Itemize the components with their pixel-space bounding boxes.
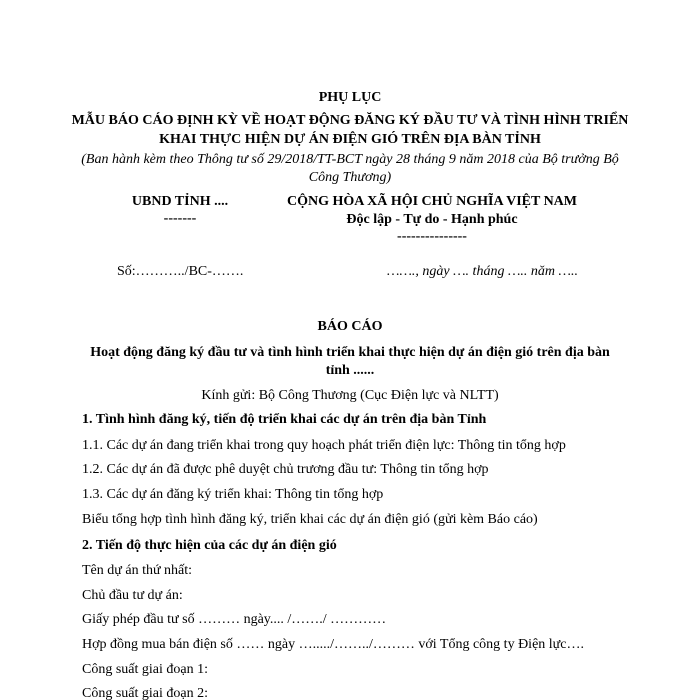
appendix-title: PHỤ LỤC: [318, 90, 382, 105]
item-1-1: 1.1. Các dự án đang triển khai trong quy hoạch phát triển điện lực: Thông tin tổng hợp: [82, 438, 566, 453]
issuance-note-line-2: Công Thương): [308, 170, 392, 185]
form-title-line-2: KHAI THỰC HIỆN DỰ ÁN ĐIỆN GIÓ TRÊN ĐỊA BÀN TỈNH: [159, 132, 541, 147]
project-name-field: Tên dự án thứ nhất:: [82, 563, 193, 578]
item-1-3: 1.3. Các dự án đăng ký triển khai: Thông tin tổng hợp: [82, 487, 384, 502]
motto-underline: ---------------: [397, 229, 467, 244]
document-number: Số:………../BC-…….: [117, 264, 244, 279]
issuance-note-line-1: (Ban hành kèm theo Thông tư số 29/2018/TT-BCT ngày 28 tháng 9 năm 2018 của Bộ trưởng Bộ: [81, 152, 619, 167]
investor-field: Chủ đầu tư dự án:: [82, 588, 183, 603]
place-and-date: ……., ngày …. tháng ….. năm …..: [387, 264, 578, 279]
agency-underline: -------: [163, 211, 197, 226]
report-title: BÁO CÁO: [317, 319, 383, 334]
agency-name: UBND TỈNH ....: [131, 194, 229, 209]
investment-license-field: Giấy phép đầu tư số ……… ngày.... /……./ …………: [82, 612, 387, 627]
item-1-2: 1.2. Các dự án đã được phê duyệt chủ trương đầu tư: Thông tin tổng hợp: [82, 462, 489, 477]
power-contract-field: Hợp đồng mua bán điện số …… ngày …...../……../……… với Tổng công ty Điện lực….: [82, 637, 584, 652]
report-recipient: Kính gửi: Bộ Công Thương (Cục Điện lực và NLTT): [201, 388, 499, 403]
capacity-phase-2-field: Công suất giai đoạn 2:: [82, 686, 208, 700]
section-1-heading: 1. Tình hình đăng ký, tiến độ triển khai các dự án trên địa bàn Tỉnh: [82, 412, 487, 427]
nation-name: CỘNG HÒA XÃ HỘI CHỦ NGHĨA VIỆT NAM: [286, 194, 577, 209]
capacity-phase-1-field: Công suất giai đoạn 1:: [82, 662, 208, 677]
national-motto: Độc lập - Tự do - Hạnh phúc: [346, 212, 518, 227]
report-subject-line-2: tỉnh ......: [325, 363, 375, 378]
report-subject-line-1: Hoạt động đăng ký đầu tư và tình hình triển khai thực hiện dự án điện gió trên địa bàn: [90, 345, 610, 360]
section-2-heading: 2. Tiến độ thực hiện của các dự án điện gió: [82, 538, 337, 553]
summary-table-note: Biểu tổng hợp tình hình đăng ký, triển khai các dự án điện gió (gửi kèm Báo cáo): [82, 512, 538, 527]
form-title-line-1: MẪU BÁO CÁO ĐỊNH KỲ VỀ HOẠT ĐỘNG ĐĂNG KÝ ĐẦU TƯ VÀ TÌNH HÌNH TRIỂN: [71, 113, 629, 128]
